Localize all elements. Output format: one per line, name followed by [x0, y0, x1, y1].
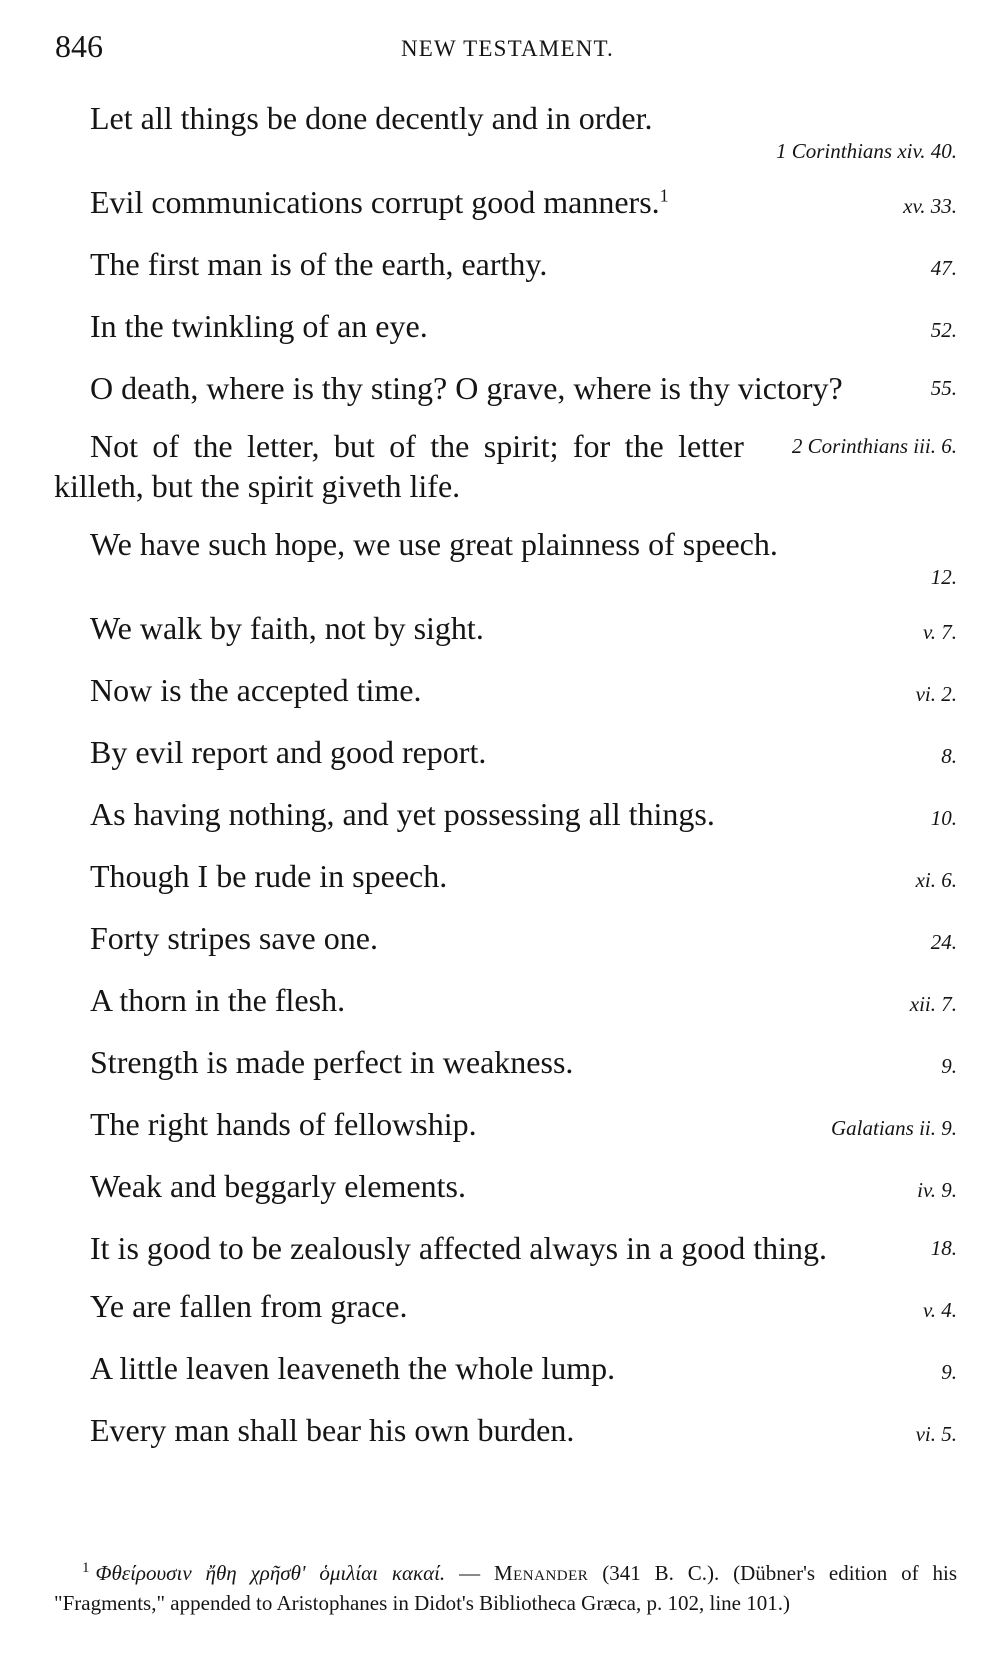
footnote-dash: — [459, 1561, 481, 1585]
quote [54, 1166, 957, 1210]
quote [54, 918, 957, 962]
footnote-source: (Dübner's edition of his "Fragments," appended to Aristophanes in Didot's Bibliotheca Græca, p. 102, line 101.) [54, 1561, 958, 1615]
quote [54, 182, 957, 226]
quote-reference: iv. 9. [917, 1178, 957, 1202]
quote-reference: 12. [930, 565, 957, 589]
quote-text-body: It is good to be zealously affected always in a good thing. [90, 1230, 827, 1266]
quote-text-body: Evil communications corrupt good manners. [90, 184, 660, 220]
quote-reference: 47. [930, 256, 957, 280]
footnote-mark: 1 [659, 185, 669, 206]
quote [54, 1286, 957, 1330]
footnote-number: 1 [82, 1560, 90, 1576]
quote-reference: xii. 7. [909, 992, 957, 1016]
quote-reference: 52. [930, 318, 957, 342]
quote-reference: 10. [930, 806, 957, 830]
quote-text: A thorn in the flesh. [90, 982, 346, 1018]
quote-reference: v. 7. [922, 620, 957, 644]
quote [54, 1410, 957, 1454]
page-number: 846 [55, 28, 103, 64]
quote-reference: Galatians ii. 9. [830, 1116, 957, 1140]
quote [54, 794, 957, 838]
quote [54, 244, 957, 288]
quote-reference: 18. [930, 1236, 957, 1260]
quote-reference: v. 4. [922, 1298, 957, 1322]
quote-text: Ye are fallen from grace. [90, 1288, 408, 1324]
quote [54, 608, 957, 652]
quote [54, 524, 957, 590]
footnote-greek-text: Φθείρουσιν ἤθη χρῆσθ' ὁμιλίαι κακαί. [95, 1561, 446, 1585]
quotation-list [54, 98, 957, 1472]
quote-text: We walk by faith, not by sight. [90, 610, 484, 646]
quote-text [90, 182, 891, 222]
quote-text: Strength is made perfect in weakness. [90, 1044, 574, 1080]
quote-reference: xi. 6. [915, 868, 957, 892]
quote-reference: 2 Corinthians iii. 6. [791, 434, 957, 458]
quote-reference: vi. 5. [915, 1422, 957, 1446]
quote [54, 368, 957, 408]
quote [54, 732, 957, 776]
quote-text: The right hands of fellowship. [90, 1106, 477, 1142]
quote-text: As having nothing, and yet possessing all things. [90, 796, 715, 832]
footnote-author: Menander [493, 1561, 589, 1585]
quote-text [54, 368, 957, 408]
quote-text [54, 426, 957, 506]
quote [54, 980, 957, 1024]
quote-text: Though I be rude in speech. [90, 858, 448, 894]
quote [54, 1104, 957, 1148]
quote-reference: 55. [930, 376, 957, 400]
quote-text-body: O death, where is thy sting? O grave, where is thy victory? [90, 370, 843, 406]
quote-reference: 24. [930, 930, 957, 954]
quote-text: By evil report and good report. [90, 734, 487, 770]
quote-reference: vi. 2. [915, 682, 957, 706]
quote-text: Forty stripes save one. [90, 920, 378, 956]
quote-reference: 8. [941, 744, 957, 768]
footnote-date: (341 B. C.). [602, 1561, 720, 1585]
quote-text [54, 1228, 957, 1268]
quote-text: The first man is of the earth, earthy. [90, 246, 548, 282]
quote-text: Let all things be done decently and in order. [90, 100, 653, 136]
quote [54, 306, 957, 350]
quote-text: In the twinkling of an eye. [90, 308, 428, 344]
quote-text: We have such hope, we use great plainness of speech. [90, 526, 778, 562]
quote [54, 856, 957, 900]
quote [54, 426, 957, 506]
quote-reference: 1 Corinthians xiv. 40. [775, 139, 957, 163]
quote-text: Every man shall bear his own burden. [90, 1412, 575, 1448]
quote [54, 1042, 957, 1086]
quote-text-body: Not of the letter, but of the spirit; for the letter killeth, but the spirit giveth life. [54, 428, 744, 504]
quote [54, 98, 957, 164]
quote-reference: xv. 33. [903, 194, 957, 218]
quote [54, 1228, 957, 1268]
quote [54, 670, 957, 714]
quote-text: Now is the accepted time. [90, 672, 422, 708]
running-title: NEW TESTAMENT. [401, 36, 614, 61]
quote-text: Weak and beggarly elements. [90, 1168, 466, 1204]
quote [54, 1348, 957, 1392]
page-header [55, 28, 960, 68]
quote-reference: 9. [941, 1054, 957, 1078]
quote-reference: 9. [941, 1360, 957, 1384]
footnote [54, 1553, 957, 1618]
quote-text: A little leaven leaveneth the whole lump. [90, 1350, 616, 1386]
